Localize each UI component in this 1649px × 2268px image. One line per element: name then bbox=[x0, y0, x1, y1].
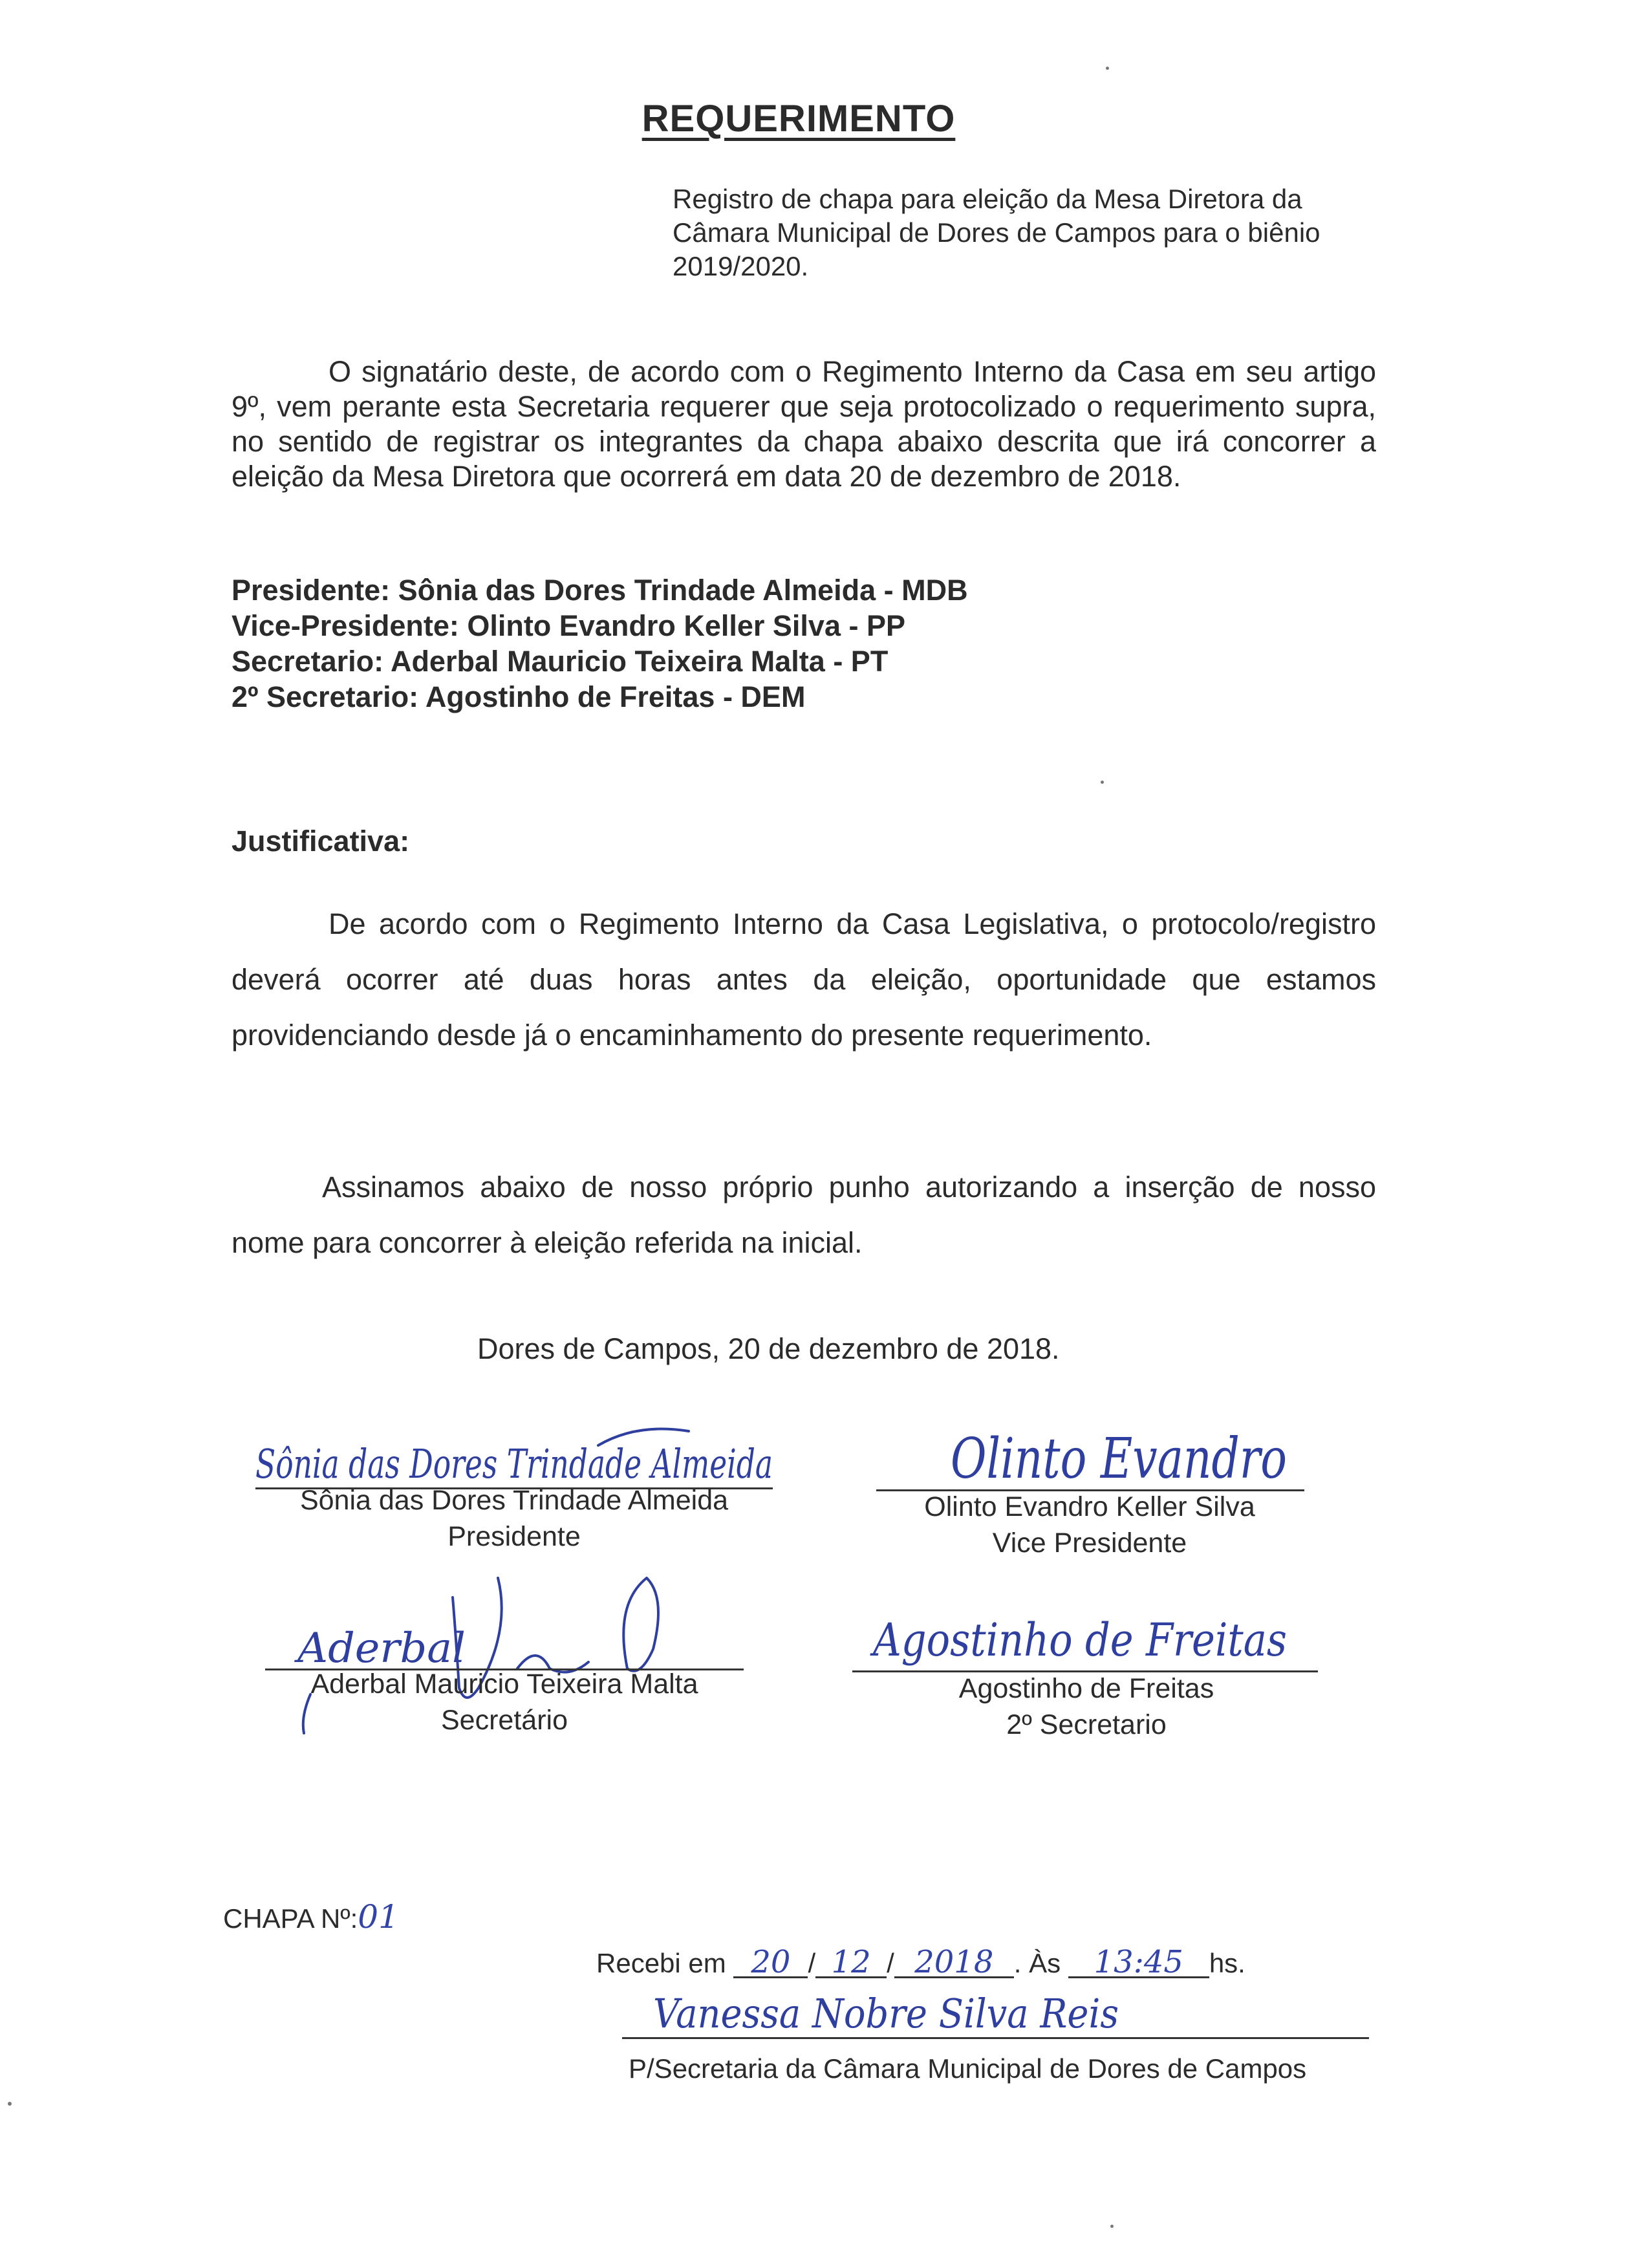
receipt-time-label: . Às bbox=[1013, 1948, 1061, 1978]
receiver-office: P/Secretaria da Câmara Municipal de Dores de Campos bbox=[629, 2053, 1307, 2084]
svg-text:Sônia das Dores Trindade Almei: Sônia das Dores Trindade Almeida bbox=[255, 1440, 773, 1487]
receiver-signature-line bbox=[622, 2037, 1369, 2039]
receipt-month: 12 bbox=[815, 1948, 887, 1978]
document-title: REQUERIMENTO bbox=[641, 98, 956, 140]
svg-text:Olinto Evandro: Olinto Evandro bbox=[951, 1427, 1287, 1491]
chapa-number bbox=[223, 1898, 399, 1936]
second-secretary-role: 2º Secretario bbox=[1006, 1709, 1167, 1740]
chapa-label: CHAPA Nº: bbox=[223, 1903, 358, 1934]
signing-paragraph: Assinamos abaixo de nosso próprio punho autorizando a inserção de nosso nome para concorrer à eleição referida na inicial. bbox=[232, 1171, 1376, 1259]
receipt-line bbox=[596, 1944, 1245, 1980]
scan-speck bbox=[1106, 67, 1109, 70]
receiver-handwritten-signature bbox=[647, 1976, 1138, 2047]
chapa-value: 01 bbox=[358, 1898, 399, 1936]
scan-speck bbox=[1101, 781, 1104, 784]
svg-text:Agostinho de Freitas: Agostinho de Freitas bbox=[869, 1614, 1287, 1667]
secretary-name: Aderbal Mauricio Teixeira Malta bbox=[310, 1669, 698, 1700]
svg-text:Aderbal: Aderbal bbox=[294, 1625, 466, 1672]
secretary-role: Secretário bbox=[441, 1705, 568, 1736]
candidate-president: Presidente: Sônia das Dores Trindade Almeida - MDB bbox=[232, 574, 968, 607]
scan-speck bbox=[1110, 2225, 1114, 2228]
receipt-year: 2018 bbox=[894, 1948, 1014, 1978]
candidate-vice-president: Vice-Presidente: Olinto Evandro Keller Silva - PP bbox=[232, 609, 906, 642]
scan-speck bbox=[8, 2102, 12, 2106]
vice-president-role: Vice Presidente bbox=[992, 1528, 1187, 1559]
receipt-day: 20 bbox=[733, 1948, 808, 1978]
vice-president-handwritten-signature bbox=[931, 1413, 1300, 1491]
receipt-prefix: Recebi em bbox=[596, 1948, 726, 1978]
candidate-second-secretary: 2º Secretario: Agostinho de Freitas - DEM bbox=[232, 680, 806, 713]
second-secretary-name: Agostinho de Freitas bbox=[958, 1673, 1214, 1704]
justification-paragraph: De acordo com o Regimento Interno da Casa Legislativa, o protocolo/registro deverá ocorrer até duas horas antes da eleição, oportunidade que estamos providenciando desde já o encaminhamento do presente requerimento. bbox=[232, 907, 1376, 1052]
receipt-suffix: hs. bbox=[1209, 1948, 1245, 1978]
svg-text:Vanessa Nobre Silva Reis: Vanessa Nobre Silva Reis bbox=[653, 1990, 1119, 2037]
second-secretary-signature-block bbox=[841, 1670, 1332, 1743]
candidate-list bbox=[232, 572, 968, 715]
candidate-secretary: Secretario: Aderbal Mauricio Teixeira Malta - PT bbox=[232, 645, 889, 678]
vice-president-signature-block bbox=[860, 1489, 1319, 1561]
receipt-time: 13:45 bbox=[1068, 1948, 1209, 1978]
president-name: Sônia das Dores Trindade Almeida bbox=[299, 1485, 729, 1516]
secretary-signature-block bbox=[272, 1666, 737, 1738]
justification-heading: Justificativa: bbox=[232, 825, 410, 858]
receipt-separator-1: / bbox=[808, 1948, 816, 1978]
receipt-separator-2: / bbox=[887, 1948, 894, 1978]
document-subject: Registro de chapa para eleição da Mesa Diretora da Câmara Municipal de Dores de Campos para o biênio 2019/2020. bbox=[673, 184, 1320, 281]
second-secretary-handwritten-signature bbox=[860, 1584, 1326, 1675]
request-paragraph: O signatário deste, de acordo com o Regimento Interno da Casa em seu artigo 9º, vem perante esta Secretaria requerer que seja protocolizado o requerimento supra, no sentido de registrar os integrantes da chapa abaixo descrita que irá concorrer a eleição da Mesa Diretora que ocorrerá em data 20 de dezembro de 2018. bbox=[232, 355, 1376, 493]
president-role: Presidente bbox=[447, 1521, 581, 1552]
date-line: Dores de Campos, 20 de dezembro de 2018. bbox=[477, 1332, 1060, 1365]
vice-president-name: Olinto Evandro Keller Silva bbox=[924, 1491, 1255, 1522]
